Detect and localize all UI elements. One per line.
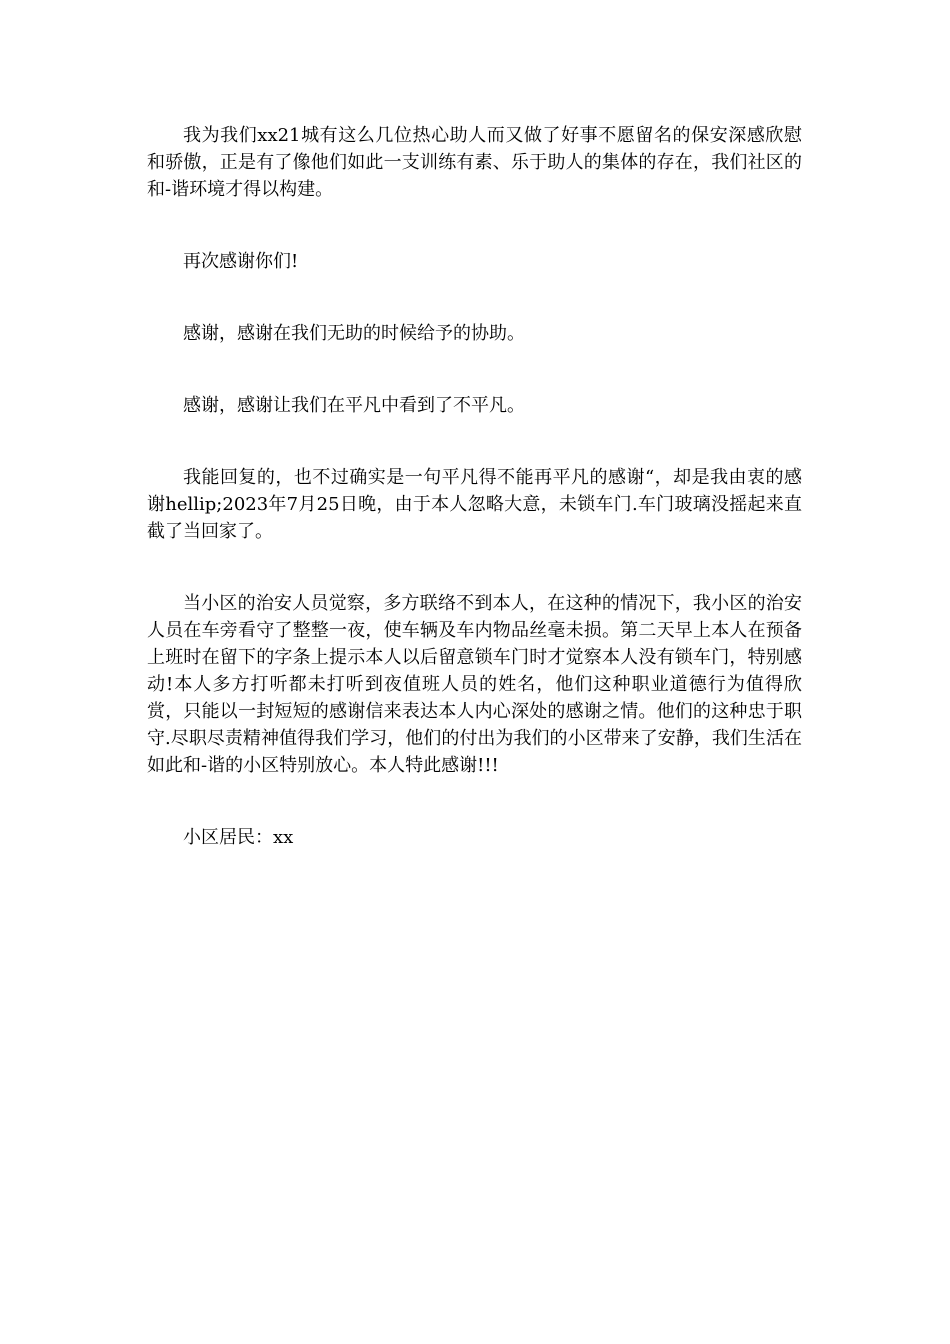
paragraph-incident: 我能回复的，也不过确实是一句平凡得不能再平凡的感谢“，却是我由衷的感谢hellip;2023年7月25日晚，由于本人忽略大意，未锁车门.车门玻璃没摇起来直截了当回家了。: [147, 467, 802, 542]
letter-body: [147, 122, 802, 851]
paragraph-thanks-help: 感谢，感谢在我们无助的时候给予的协助。: [183, 323, 525, 344]
paragraph-pride: 我为我们xx21城有这么几位热心助人而又做了好事不愿留名的保安深感欣慰和骄傲，正是有了像他们如此一支训练有素、乐于助人的集体的存在，我们社区的和-谐环境才得以构建。: [147, 125, 802, 200]
paragraph-thanks-again: 再次感谢你们!: [183, 251, 299, 272]
paragraph-thanks-ordinary: 感谢，感谢让我们在平凡中看到了不平凡。: [183, 395, 525, 416]
signature-line: 小区居民：xx: [183, 827, 294, 848]
paragraph-guards-story: 当小区的治安人员觉察，多方联络不到本人，在这种的情况下，我小区的治安人员在车旁看守了整整一夜，使车辆及车内物品丝毫未损。第二天早上本人在预备上班时在留下的字条上提示本人以后留意锁车门时才觉察本人没有锁车门，特别感动!本人多方打听都未打听到夜值班人员的姓名，他们这种职业道德行为值得欣赏，只能以一封短短的感谢信来表达本人内心深处的感谢之情。他们的这种忠于职守.尽职尽责精神值得我们学习，他们的付出为我们的小区带来了安静，我们生活在如此和-谐的小区特别放心。本人特此感谢!!!: [147, 593, 802, 776]
